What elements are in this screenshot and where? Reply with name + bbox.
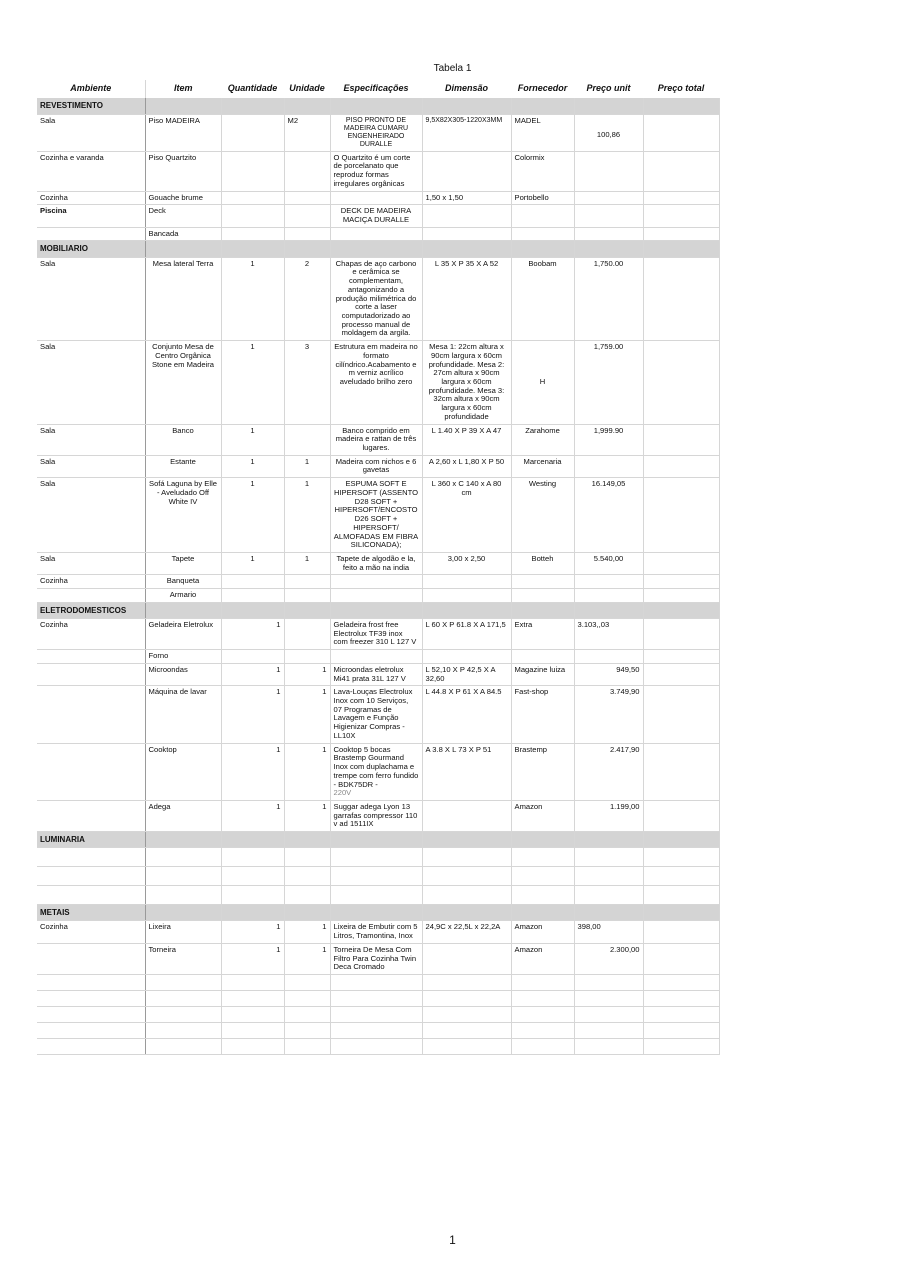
table-row: Sala Mesa lateral Terra 1 2 Chapas de aço carbono e cerâmica se complementam, antagonizando a produção milimétrica do corte a laser computadorizado ao processo manual de moldagem da argila. L 35 X P 35 X A 52 Boobam 1,750.00 — [37, 257, 719, 340]
table-row: Piscina Deck DECK DE MADEIRA MACIÇA DURALLE — [37, 205, 719, 227]
table-title: Tabela 1 — [433, 63, 472, 74]
table-row: Torneira 1 1 Torneira De Mesa Com Filtro Para Cozinha Twin Deca Cromado Amazon 2.300,00 — [37, 943, 719, 974]
table-row: Sala Conjunto Mesa de Centro Orgânica Stone em Madeira 1 3 Estrutura em madeira no formato cilíndrico.Acabamento e m verniz acrílico aveludado brilho zero Mesa 1: 22cm altura x 90cm largura x 60cm profundidade. Mesa 2: 27cm altura x 90cm largura x 60cm profundidade. Mesa 3: 32cm altura x 90cm largura x 60cm profundidade H 1,759.00 — [37, 341, 719, 424]
table-row: Cozinha Lixeira 1 1 Lixeira de Embutir com 5 Litros, Tramontina, Inox 24,9C x 22,5L x 22,2A Amazon 398,00 — [37, 921, 719, 943]
section-label: ELETRODOMESTICOS — [37, 602, 145, 618]
budget-table — [37, 80, 720, 1055]
col-fornecedor: Fornecedor — [517, 83, 568, 93]
section-row — [37, 98, 719, 114]
section-row — [37, 602, 719, 618]
col-especificacoes: Especificações — [343, 83, 409, 93]
table-row: Microondas 1 1 Microondas eletrolux Mi41 prata 31L 127 V L 52,10 X P 42,5 X A 32,60 Magazine luiza 949,50 — [37, 663, 719, 685]
col-preco-total: Preço total — [657, 83, 705, 93]
section-label: REVESTIMENTO — [37, 98, 145, 114]
col-preco-unit: Preço unit — [586, 83, 631, 93]
table-row: Cozinha Geladeira Eletrolux 1 Geladeira frost free Electrolux TF39 inox com freezer 310 L 127 V L 60 X P 61.8 X A 171,5 Extra 3.103,,03 — [37, 619, 719, 650]
col-item: Item — [173, 83, 193, 93]
table-row: Sala Banco 1 Banco comprido em madeira e rattan de três lugares. L 1.40 X P 39 X A 47 Zarahome 1,999.90 — [37, 424, 719, 455]
table-row: Cozinha Gouache brume 1,50 x 1,50 Portobello — [37, 191, 719, 205]
section-label: LUMINARIA — [37, 832, 145, 848]
page-number: 1 — [449, 1233, 456, 1247]
header-row — [37, 80, 719, 98]
table-row: Máquina de lavar 1 1 Lava-Louças Electrolux Inox com 10 Serviços, 07 Programas de Lavagem e Função Higienizar Compras - LL10X L 44.8 X P 61 X A 84.5 Fast-shop 3.749,90 — [37, 686, 719, 743]
section-row — [37, 241, 719, 257]
table-row: Cozinha e varanda Piso Quartzito O Quartzito é um corte de porcelanato que reproduz formas irregulares orgânicas Colormix — [37, 151, 719, 191]
col-quantidade: Quantidade — [227, 83, 278, 93]
section-row — [37, 905, 719, 921]
col-dimensao: Dimensão — [444, 83, 488, 93]
section-label: MOBILIARIO — [37, 241, 145, 257]
table-row: Sala Estante 1 1 Madeira com nichos e 6 gavetas A 2,60 x L 1,80 X P 50 Marcenaria — [37, 455, 719, 477]
table-row: Cooktop 1 1 Cooktop 5 bocas Brastemp Gourmand Inox com duplachama e trempe com ferro fundido - BDK75DR - 220V A 3.8 X L 73 X P 51 Brastemp 2.417,90 — [37, 743, 719, 800]
table-row: Forno — [37, 650, 719, 664]
table-row: Adega 1 1 Suggar adega Lyon 13 garrafas compressor 110 v ad 1511IX Amazon 1.199,00 — [37, 800, 719, 831]
table-row: Sala Sofá Laguna by Elle - Aveludado Off White IV 1 1 ESPUMA SOFT E HIPERSOFT (ASSENTO D28 SOFT + HIPERSOFT/ENCOSTO D26 SOFT + HIPERSOFT/ ALMOFADAS EM FIBRA SILICONADA); L 360 x C 140 x A 80 cm Westing 16.149,05 — [37, 478, 719, 553]
section-row — [37, 832, 719, 848]
section-label: METAIS — [37, 905, 145, 921]
table-row: Armario — [37, 589, 719, 603]
col-ambiente: Ambiente — [37, 80, 145, 98]
table-row: Bancada — [37, 227, 719, 241]
table-row: Cozinha Banqueta — [37, 575, 719, 589]
col-unidade: Unidade — [289, 83, 325, 93]
table-row: Sala Piso MADEIRA M2 PISO PRONTO DE MADEIRA CUMARU ENGENHEIRADO DURALLE 9,5X82X305-1220X3MM MADEL 100,86 — [37, 114, 719, 151]
table-row: Sala Tapete 1 1 Tapete de algodão e la, feito a mão na india 3,00 x 2,50 Botteh 5.540,00 — [37, 552, 719, 574]
